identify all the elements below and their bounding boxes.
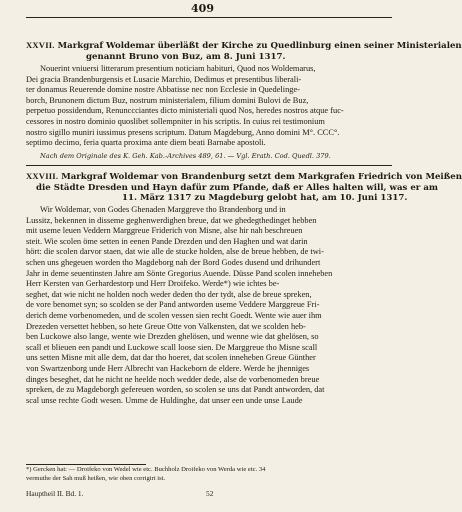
doc2-text-line: steit. Wie scolen öme setten in eenen Pande Drezden und den Haghen und wat darin [26,236,308,246]
doc2-text-line: uns setten Misne mit alle dem, dat dar tho hoeret, dat scolen inneheben Greue Günther [26,353,316,363]
doc2-body [26,205,392,406]
doc1-body [26,64,392,149]
doc2-text-line: mit useme leuen Veddern Marggreue Friderich von Misne, alse hir nah beschreuen [26,226,303,236]
footnote-line: *) Gercken hat: — Droifeko von Wedel wie etc. Buchholz Droifeko von Werda wie etc. 34 [26,466,266,473]
page-number: 409 [191,2,214,15]
doc2-text-line: Lussitz, bekennen in disseme geghenwerdighen breue, dat we ghedegthedinget hebben [26,215,317,225]
doc2-text-line: hört: die scolen darvor staen, dat wie alle de stucke holden, alse de breue hebben, de twi- [26,247,324,257]
doc2-text-line: Herr Kersten van Gerhardestorp und Herr Droifeko. Werde*) wie ichtes be- [26,279,280,289]
doc1-source-note: Nach dem Originale des K. Geh. Kab.-Archives 489, 61. — Vgl. Erath. Cod. Quedl. 379. [40,152,331,160]
doc1-text-line: septimo decimo, feria quarta proxima ante diem beati Barnabe apostoli. [26,138,266,148]
doc2-number: XXVIII. [26,171,59,181]
doc1-heading [26,40,462,62]
footnote-line: vermuthe der Sah muß heißen, wie oben corrigirt ist. [26,474,166,482]
printer-signature: Hauptheil II. Bd. 1. [26,489,84,498]
doc2-text-line: derich deme vorbenomeden, und de scolen vessen sien recht Goedt. Wente wie auer ihm [26,310,322,320]
footnote [26,466,392,483]
doc1-text-line: cessores in nostro dominio quoslibet sollempniter in his scriptis. In cuius rei testimonium [26,116,325,126]
footnote-rule [26,464,146,465]
doc2-text-line: Wir Woldemar, von Godes Ghenaden Marggreve tho Brandenborg und in [40,205,286,214]
doc2-heading-line: 11. März 1317 zu Magdeburg gelobt hat, am 10. Juni 1317. [122,193,408,204]
doc2-heading-line: Markgraf Woldemar von Brandenburg setzt dem Markgrafen Friedrich von Meißen [61,172,462,182]
doc1-heading-line: Markgraf Woldemar überläßt der Kirche zu Quedlinburg einen seiner Ministerialen [57,41,462,51]
doc2-text-line: ben Luckowe also lange, wente wie Drezden ghelösen, und wenne wie dat ghelösen, so [26,332,319,342]
doc2-heading [26,171,462,204]
section-rule [26,165,392,166]
doc2-text-line: spreken, de zu Magdeborgh gefereuen worden, so scolen se uns dat Pandt antworden, dat [26,385,325,395]
doc1-number: XXVII. [26,40,55,50]
doc2-text-line: schen uns ghegeuen worden tho Magdeborg nah der Bord Godes dusend und drihundert [26,257,321,267]
doc1-text-line: ter donamus Reuerende domine nostre Abbatisse nec non Ecclesie in Quedelinge- [26,85,300,95]
doc1-heading-line: genannt Bruno von Buz, am 8. Juni 1317. [86,51,286,62]
doc2-heading-line: die Städte Dresden und Hayn dafür zum Pfande, daß er Alles halten will, was er am [36,182,438,193]
doc1-text-line: nostro sigillo muniri iussimus presens scriptum. Datum Magdeburg, Anno domini M°. CCC°. [26,127,340,137]
doc2-text-line: von Swartzenborg unde Herr Albrecht van Hackeborn de eldere. Werde he jhenniges [26,363,310,373]
top-rule [26,17,392,18]
doc2-text-line: scall et blieuen een pandt und Luckowe scall loose sien. De Marggreue tho Misne scall [26,342,318,352]
doc2-text-line: seghet, dat wie nicht ne holden noch weder deden tho der tydt, alse de breue spreken, [26,289,312,299]
doc1-text-line: Dei gracia Brandenburgensis et Lusacie Marchio, Dedimus et presentibus liberali- [26,74,302,84]
doc2-text-line: dinges beseghet, dat he nicht ne heelde noch wedder dede, alse de vorbenomeden breue [26,374,320,384]
doc1-text-line: perpetuo possidendum, Renunccciantes dicto ministeriali quod Nos, heredes nostros atque fuc- [26,106,344,116]
sheet-number: 52 [206,489,214,498]
doc2-text-line: Jahr in deme seuentinsten Jahre am Sönte Gregorius Auende. Düsse Pand scolen inneheben [26,268,333,278]
doc2-text-line: Drezeden versettet hebben, so hete Greue Otte von Valkensten, dat we scolden heb- [26,321,306,331]
doc2-text-line: scal unse rechte Godt wesen. Umme de Huldinghe, dat unser een unde unse Laude [26,395,303,405]
doc1-text-line: Nouerint vniuersi litterarum presentium noticiam habituri, Quod nos Woldemarus, [40,64,316,73]
doc2-text-line: de vore benomet syn; so scolden se der Pand antworden useme Veddere Marggreue Fri- [26,300,320,310]
doc1-text-line: borch, Brunonem dictum Buz, nostrum ministerialem, filium domini Bulovi de Buz, [26,95,309,105]
